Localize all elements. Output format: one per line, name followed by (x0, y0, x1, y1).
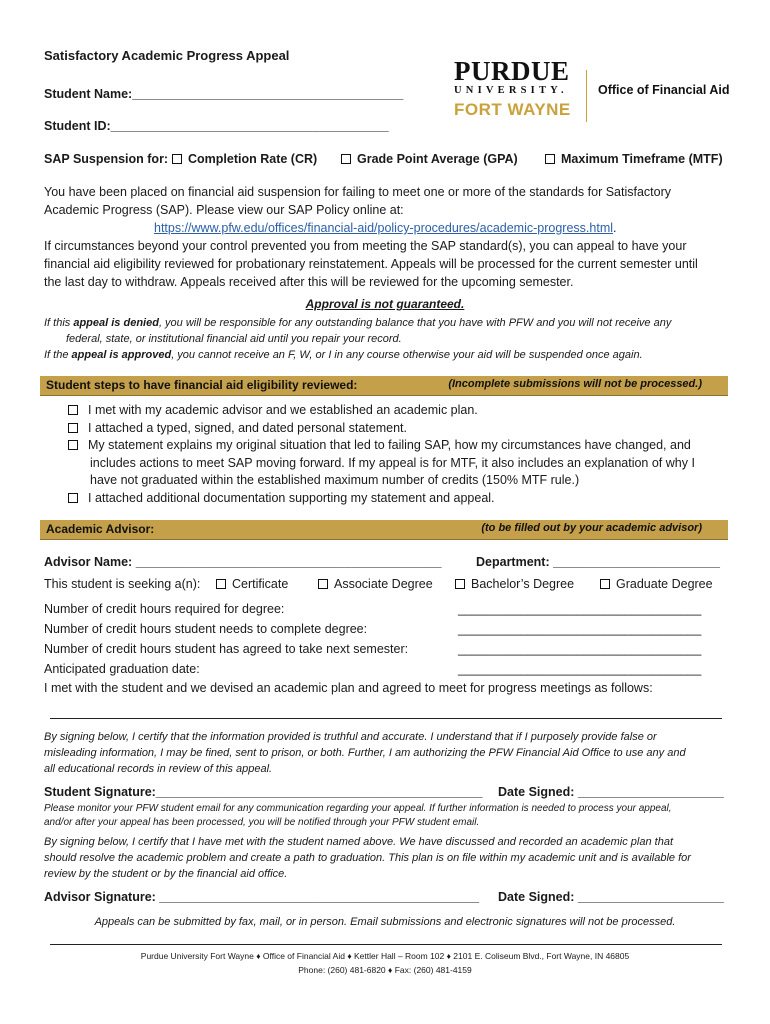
certification-line: misleading information, I may be fined, sent to prison, or both. Further, I am authorizing the PFW Financial Aid Office to use any and (44, 747, 686, 759)
credit-hours-needed-label: Number of credit hours student needs to complete degree: (44, 622, 368, 636)
form-title: Satisfactory Academic Progress Appeal (44, 48, 290, 63)
footer-address: Purdue University Fort Wayne ♦ Office of Financial Aid ♦ Kettler Hall – Room 102 ♦ 2101 E. Coliseum Blvd., Fort Wayne, IN 46805 (140, 951, 630, 961)
purdue-logo (454, 58, 578, 120)
intro-paragraph (44, 183, 734, 291)
checkbox-cr[interactable] (172, 154, 182, 164)
sap-label: SAP Suspension for: (44, 152, 169, 166)
approved-emphasis: appeal is approved (71, 349, 172, 361)
credit-hours-next-semester-field[interactable]: ___________________________________ (458, 642, 702, 656)
intro-line: You have been placed on financial aid suspension for failing to meet one or more of the standards for Satisfactory (44, 185, 672, 199)
intro-line: Academic Progress (SAP). Please view our SAP Policy online at: (44, 203, 404, 217)
monitor-line: Please monitor your PFW student email for any communication regarding your appeal. If further information is needed to process your appeal, (44, 803, 672, 814)
degree-option-graduate[interactable] (600, 577, 713, 591)
checklist-item[interactable] (68, 437, 695, 455)
credit-hours-next-semester-label: Number of credit hours student has agreed to take next semester: (44, 642, 409, 656)
credit-hours-required-field[interactable]: ___________________________________ (458, 602, 702, 616)
checkbox[interactable] (216, 579, 226, 589)
url-period: . (613, 221, 617, 235)
degree-option-label: Bachelor’s Degree (471, 577, 575, 591)
advisor-heading: Academic Advisor: (46, 522, 155, 536)
denied-text: federal, state, or institutional financial aid until you repair your record. (66, 333, 402, 345)
degree-option-associate[interactable] (318, 577, 433, 591)
logo-divider (586, 70, 587, 122)
sap-option-cr[interactable] (172, 152, 317, 166)
checklist-item[interactable] (68, 402, 695, 420)
certification-line: By signing below, I certify that I have met with the student named above. We have discussed and recorded an academic plan that (44, 836, 673, 848)
logo-purdue-text: PURDUE (454, 56, 570, 86)
credit-hours-needed-field[interactable]: ___________________________________ (458, 622, 702, 636)
logo-university-text: UNIVERSITY. (454, 85, 568, 96)
intro-line: the last day to withdraw. Appeals received after this will be reviewed for the upcoming semester. (44, 275, 574, 289)
checkbox[interactable] (68, 423, 78, 433)
advisor-date-signed-field[interactable]: Date Signed: _____________________ (498, 890, 724, 904)
monitor-line: and/or after your appeal has been processed, you will be notified through your PFW student email. (44, 817, 480, 828)
certification-line: By signing below, I certify that the information provided is truthful and accurate. I understand that if I purposely provide false or (44, 731, 657, 743)
footer-divider (50, 944, 722, 945)
sap-policy-link[interactable]: https://www.pfw.edu/offices/financial-aid/policy-procedures/academic-progress.html (154, 221, 614, 235)
degree-option-label: Certificate (232, 577, 289, 591)
policy-url-line (44, 219, 734, 237)
advisor-name-field[interactable]: Advisor Name: ____________________________________________ (44, 555, 442, 569)
approved-text: If the (44, 349, 72, 361)
graduation-date-label: Anticipated graduation date: (44, 662, 200, 676)
logo-fort-wayne-text: FORT WAYNE (454, 100, 571, 119)
academic-plan-label: I met with the student and we devised an academic plan and agreed to meet for progress meetings as follows: (44, 681, 653, 695)
checklist-item-label: I attached additional documentation supporting my statement and appeal. (88, 490, 495, 505)
denied-text: , you will be responsible for any outstanding balance that you have with PFW and you will not receive any (158, 317, 672, 329)
steps-note: (Incomplete submissions will not be processed.) (448, 378, 702, 390)
sap-option-gpa[interactable] (341, 152, 518, 166)
advisor-signature-field[interactable]: Advisor Signature: ______________________________________________ (44, 890, 480, 904)
certification-line: all educational records in review of this appeal. (44, 763, 273, 775)
footer-contact: Phone: (260) 481-6820 ♦ Fax: (260) 481-4159 (298, 965, 472, 975)
denied-note (44, 315, 671, 363)
student-certification (44, 729, 686, 777)
student-date-signed-field[interactable]: Date Signed: _____________________ (498, 785, 724, 799)
checklist-item-label: I attached a typed, signed, and dated personal statement. (88, 420, 407, 435)
checkbox[interactable] (318, 579, 328, 589)
academic-plan-field[interactable] (50, 718, 722, 719)
department-field[interactable]: Department: ________________________ (476, 555, 720, 569)
intro-line: financial aid eligibility reviewed for probationary reinstatement. Appeals will be processed for the current semester until (44, 257, 698, 271)
checklist-item-continued: includes actions to meet SAP moving forward. If my appeal is for MTF, it also includes an explanation of why I (90, 455, 695, 470)
checklist-item[interactable] (68, 420, 695, 438)
sap-option-mtf-label: Maximum Timeframe (MTF) (561, 152, 723, 166)
checkbox[interactable] (68, 440, 78, 450)
student-name-field[interactable]: Student Name:_______________________________________ (44, 87, 404, 101)
graduation-date-field[interactable]: ___________________________________ (458, 662, 702, 676)
checklist-item-label: I met with my academic advisor and we established an academic plan. (88, 403, 478, 417)
advisor-certification (44, 834, 691, 882)
intro-line: If circumstances beyond your control prevented you from meeting the SAP standard(s), you can appeal to have your (44, 239, 687, 253)
degree-option-bachelors[interactable] (455, 577, 574, 591)
approved-text: , you cannot receive an F, W, or I in any course otherwise your aid will be suspended once again. (171, 349, 643, 361)
checklist-item-continued: have not graduated within the established maximum number of credits (150% MTF rule.) (90, 473, 580, 487)
certification-line: should resolve the academic problem and create a path to graduation. This plan is on file within my academic unit and is available for (44, 852, 691, 864)
credit-hours-required-label: Number of credit hours required for degree: (44, 602, 285, 616)
degree-option-label: Graduate Degree (616, 577, 713, 591)
checkbox-mtf[interactable] (545, 154, 555, 164)
steps-heading: Student steps to have financial aid eligibility reviewed: (46, 378, 358, 392)
checkbox[interactable] (68, 405, 78, 415)
denied-text: If this (44, 317, 74, 329)
denied-emphasis: appeal is denied (73, 317, 159, 329)
sap-option-gpa-label: Grade Point Average (GPA) (357, 152, 518, 166)
approval-note: Approval is not guaranteed. (305, 297, 465, 311)
certification-line: review by the student or by the financial aid office. (44, 868, 288, 880)
checkbox[interactable] (455, 579, 465, 589)
sap-option-cr-label: Completion Rate (CR) (188, 152, 318, 166)
degree-option-label: Associate Degree (334, 577, 433, 591)
checkbox-gpa[interactable] (341, 154, 351, 164)
checklist-item-label: My statement explains my original situation that led to failing SAP, how my circumstances have changed, and (88, 438, 691, 452)
sap-option-mtf[interactable] (545, 152, 723, 166)
submission-note: Appeals can be submitted by fax, mail, or in person. Email submissions and electronic signatures will not be processed. (94, 916, 676, 928)
seeking-label: This student is seeking a(n): (44, 577, 201, 591)
checklist-item[interactable] (68, 490, 695, 508)
steps-section-bar (40, 376, 728, 396)
advisor-section-bar (40, 520, 728, 540)
advisor-note: (to be filled out by your academic advisor) (481, 522, 702, 534)
checkbox[interactable] (68, 493, 78, 503)
steps-checklist (68, 402, 695, 507)
office-name: Office of Financial Aid (598, 83, 730, 97)
email-monitor-note (44, 802, 672, 830)
checkbox[interactable] (600, 579, 610, 589)
student-id-field[interactable]: Student ID:________________________________________ (44, 119, 389, 133)
student-signature-field[interactable]: Student Signature:_______________________________________________ (44, 785, 483, 799)
degree-option-certificate[interactable] (216, 577, 288, 591)
